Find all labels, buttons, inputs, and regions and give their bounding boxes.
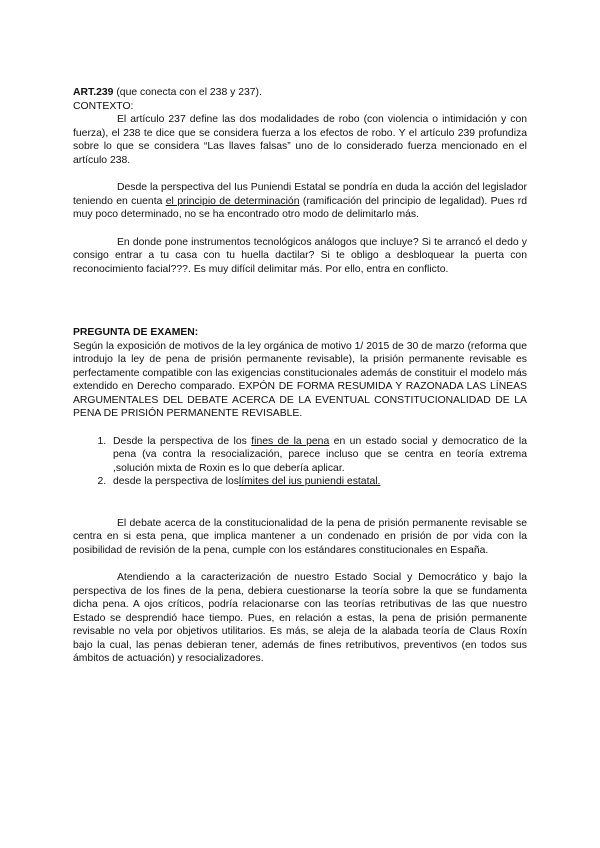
list-item-text-a: desde la perspectiva de los bbox=[113, 476, 239, 487]
limites-ius-puniendi-link: límites del ius puniendi estatal. bbox=[238, 476, 381, 487]
debate-paragraph: El debate acerca de la constitucionalidad de la pena de prisión permanente revisable se centra en si esta pena, que implica mantener a un condenado en prisión de por vida con la posibilidad de revisión de la pena, cumple con los estándares constitucionales en España. bbox=[73, 517, 527, 556]
context-label: CONTEXTO: bbox=[73, 100, 134, 112]
list-item bbox=[109, 475, 527, 489]
ius-puniendi-text-b: (ramificación del principio de legalidad). Pues rd muy poco determinado, no se ha encontrado otro modo de delimitarlo más. bbox=[73, 195, 527, 220]
article-heading-rest: (que conecta con el 238 y 237). bbox=[113, 87, 262, 98]
determination-principle-link: el principio de determinación bbox=[165, 195, 300, 207]
exam-question-heading: PREGUNTA DE EXAMEN: bbox=[73, 327, 199, 338]
technological-instruments-paragraph: En donde pone instrumentos tecnológicos análogos que incluye? Si te arrancó el dedo y consigo entrar a tu casa con tu huella dactilar? Si te obligo a desbloquear la puerta con reconocimiento facial???. Es muy difícil delimitar más. Por ello, entra en conflicto. bbox=[73, 236, 527, 275]
ius-puniendi-text-a: Desde la perspectiva del Ius Puniendi Estatal se pondría en duda la acción del legislador teniendo en cuenta bbox=[73, 182, 527, 207]
roxin-paragraph: Atendiendo a la caracterización de nuestro Estado Social y Democrático y bajo la perspectiva de los fines de la pena, debiera cuestionarse la teoría sobre la que se fundamenta dicha pena. A ojos críticos, podría relacionarse con las teorías retributivas de las que nuestro Estado se desprendió hace tiempo. Pues, en relación a estas, la pena de prisión permanente revisable no vela por objetivos utilitarios. Es más, se aleja de la alabada teoría de Claus Roxín bajo la cual, las penas debieran tener, además de fines retributivos, preventivos (en todos sus ámbitos de actuación) y resocializadores. bbox=[73, 572, 527, 664]
ius-puniendi-paragraph bbox=[73, 181, 527, 222]
fines-de-la-pena-link: fines de la pena bbox=[251, 435, 330, 447]
article-label: ART.239 bbox=[73, 87, 114, 98]
list-item bbox=[109, 435, 527, 476]
list-item-text-b: en un estado social y democratico de la pena (va contra la resocialización, parece incluso que se centra en teoría extrema ,solución mixta de Roxin es lo que debería aplicar. bbox=[113, 435, 527, 474]
exam-question-body: Según la exposición de motivos de la ley orgánica de motivo 1/ 2015 de 30 de marzo (reforma que introdujo la ley de pena de prisión permanente revisable), la prisión permanente revisable es perfectamente compatible con las exigencias constitucionales además de constituir el modelo más extendido en Derecho comparado. EXPÓN DE FORMA RESUMIDA Y RAZONADA LAS LÍNEAS ARGUMENTALES DEL DEBATE ACERCA DE LA EVENTUAL CONSTITUCIONALIDAD DE LA PENA DE PRISIÓN PERMANENTE REVISABLE. bbox=[73, 340, 527, 419]
context-paragraph: El artículo 237 define las dos modalidades de robo (con violencia o intimidación y con fuerza), el 238 te dice que se considera fuerza a los efectos de robo. Y el artículo 239 profundiza sobre lo que se considera “Las llaves falsas” uno de lo considerado fuerza mencionado en el artículo 238. bbox=[73, 114, 527, 166]
list-item-text-a: Desde la perspectiva de los bbox=[113, 435, 252, 447]
article-heading bbox=[73, 86, 527, 100]
numbered-list bbox=[73, 435, 527, 489]
